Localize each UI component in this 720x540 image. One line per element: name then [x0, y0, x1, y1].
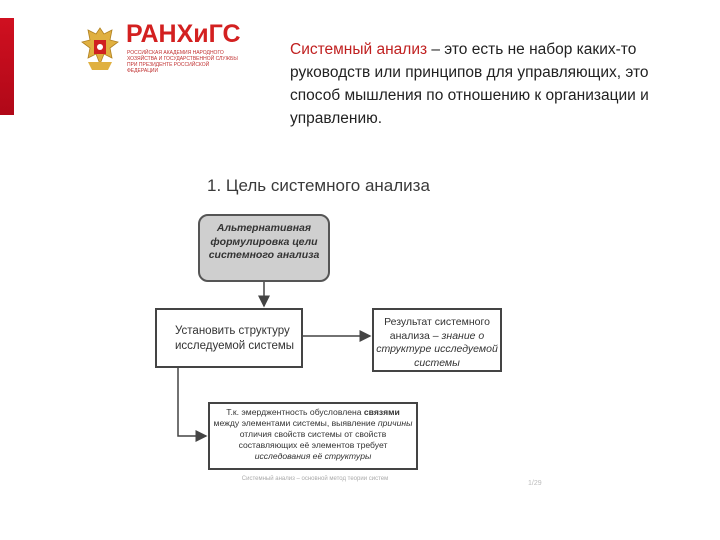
emergence-bold: связями: [363, 407, 400, 417]
emergence-italic: причины: [377, 418, 413, 428]
intro-text: – это есть не набор каких-то руководств или принципов для управляющих, это способ мышления по отношению к организации и управлению.: [290, 41, 649, 127]
result-emphasis: знание о структуре исследуемой системы: [376, 329, 498, 369]
emergence-box: [208, 402, 418, 470]
logo-name: РАНХиГС: [126, 20, 241, 48]
result-box: [372, 308, 502, 372]
intro-term: Системный анализ: [290, 41, 428, 58]
goal-box: Альтернативная формулировка цели системного анализа: [198, 214, 330, 282]
structure-to-emergence-arrow: [178, 368, 206, 436]
diagram-title: 1. Цель системного анализа: [207, 176, 430, 195]
structure-box: Установить структуру исследуемой системы: [155, 308, 303, 368]
emergence-text-3: отличия свойств системы от свойств составляющих её элементов требует: [238, 429, 388, 450]
emergence-text-2: между элементами системы, выявление: [213, 418, 378, 428]
page-number: 1/29: [528, 480, 542, 487]
emergence-italic-2: исследования её структуры: [254, 451, 372, 461]
result-text: Результат системного анализа –: [384, 316, 490, 342]
emergence-text-1: Т.к. эмерджентность обусловлена: [226, 407, 364, 417]
footer-caption: Системный анализ – основной метод теории систем: [241, 476, 389, 482]
logo-subtitle: РОССИЙСКАЯ АКАДЕМИЯ НАРОДНОГО ХОЗЯЙСТВА И ГОСУДАРСТВЕННОЙ СЛУЖБЫ ПРИ ПРЕЗИДЕНТЕ РОССИЙСКОЙ ФЕДЕРАЦИИ: [127, 50, 238, 74]
